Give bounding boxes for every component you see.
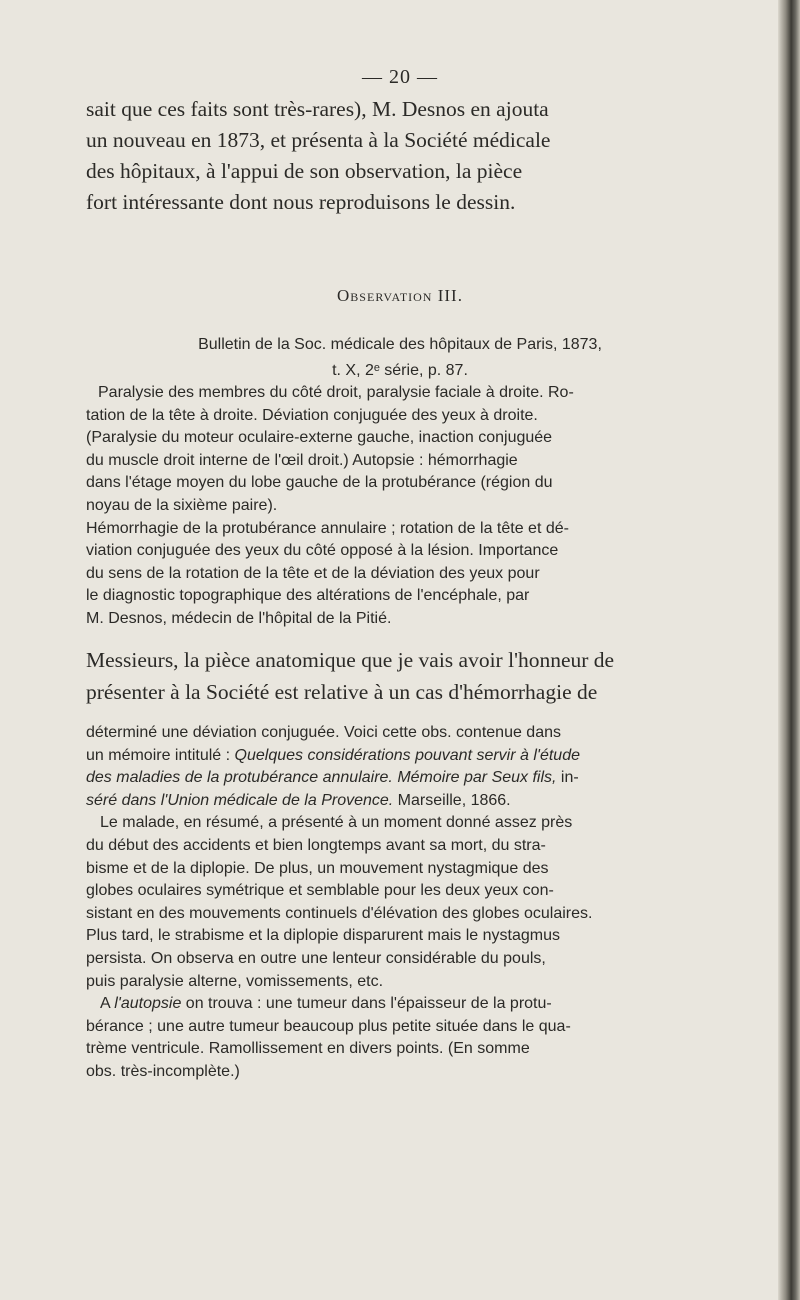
detail-line [86,993,752,1016]
detail-line: obs. très-incomplète.) [86,1062,240,1080]
quote-line: Messieurs, la pièce anatomique que je vais avoir l'honneur de [86,648,615,672]
detail-line [86,790,752,813]
detail-text: in- [556,769,579,787]
text-line: des hôpitaux, à l'appui de son observation, la pièce [86,159,523,183]
detail-text: on trouva : une tumeur dans l'épaisseur de la protu- [181,995,552,1013]
memoir-title: Quelques considérations pouvant servir à l'étude [234,746,580,764]
detail-line: Le malade, en résumé, a présenté à un moment donné assez près [100,814,573,832]
citation-line: t. X, 2ᵉ série, p. 87. [332,362,468,379]
summary-line: du sens de la rotation de la tête et de la déviation des yeux pour [86,564,540,582]
summary-line: Hémorrhagie de la protubérance annulaire ; rotation de la tête et dé- [86,519,569,537]
lead-paragraph [86,94,752,218]
detail-line: persista. On observa en outre une lenteur considérable du pouls, [86,949,546,967]
detail-text: un mémoire intitulé : [86,746,235,764]
detail-line: déterminé une déviation conjuguée. Voici cette obs. contenue dans [86,724,561,741]
quote-paragraph [86,644,752,708]
detail-line [86,767,752,790]
detail-line: sistant en des mouvements continuels d'élévation des globes oculaires. [86,904,593,922]
citation-line: Bulletin de la Soc. médicale des hôpitaux de Paris, 1873, [198,336,602,353]
summary-line: M. Desnos, médecin de l'hôpital de la Pitié. [86,609,392,627]
summary-line: (Paralysie du moteur oculaire-externe gauche, inaction conjuguée [86,429,553,447]
detail-line: du début des accidents et bien longtemps avant sa mort, du stra- [86,836,546,854]
case-details [86,722,752,1084]
summary-line: Paralysie des membres du côté droit, paralysie faciale à droite. Ro- [98,384,574,401]
memoir-title: des maladies de la protubérance annulaire. Mémoire par Seux fils, [86,769,557,787]
detail-line: bisme et de la diplopie. De plus, un mouvement nystagmique des [86,859,549,877]
text-line: sait que ces faits sont très-rares), M. Desnos en ajouta [86,97,549,121]
detail-line: bérance ; une autre tumeur beaucoup plus petite située dans le qua- [86,1017,571,1035]
detail-line: trème ventricule. Ramollissement en divers points. (En somme [86,1040,530,1058]
summary-line: du muscle droit interne de l'œil droit.) Autopsie : hémorrhagie [86,451,518,469]
detail-text: Marseille, 1866. [393,791,511,809]
detail-line: globes oculaires symétrique et semblable pour les deux yeux con- [86,882,554,900]
journal-title: séré dans l'Union médicale de la Provence. [86,791,394,809]
observation-title: Observation III. [337,286,463,305]
page-number: — 20 — [362,66,438,88]
text-line: fort intéressante dont nous reproduisons le dessin. [86,190,516,214]
page-binding-edge [778,0,800,1300]
summary-line: dans l'étage moyen du lobe gauche de la protubérance (région du [86,474,553,492]
detail-text: A [100,995,115,1013]
source-citation [0,332,800,384]
quote-line: présenter à la Société est relative à un cas d'hémorrhagie de [86,680,598,704]
summary-line: viation conjuguée des yeux du côté opposé à la lésion. Importance [86,542,559,560]
text-line: un nouveau en 1873, et présenta à la Société médicale [86,128,551,152]
detail-line: puis paralysie alterne, vomissements, etc. [86,972,384,990]
detail-line: Plus tard, le strabisme et la diplopie disparurent mais le nystagmus [86,927,560,945]
summary-line: le diagnostic topographique des altérations de l'encéphale, par [86,587,530,605]
summary-line: tation de la tête à droite. Déviation conjuguée des yeux à droite. [86,406,538,424]
observation-summary [86,382,752,631]
detail-line [86,745,752,768]
summary-line: noyau de la sixième paire). [86,496,278,514]
autopsy-word: l'autopsie [114,995,182,1013]
